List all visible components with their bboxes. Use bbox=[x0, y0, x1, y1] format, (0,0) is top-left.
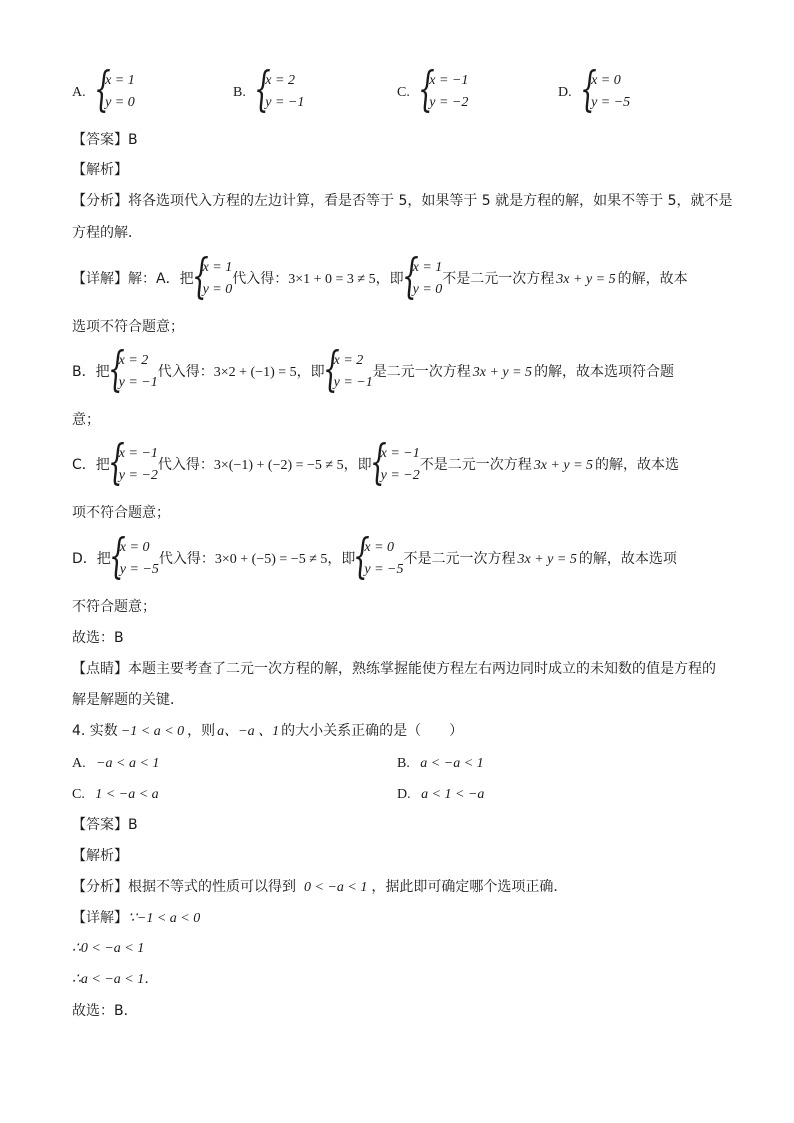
system-row: y = −5 bbox=[364, 562, 404, 577]
option-label: D. bbox=[397, 787, 411, 802]
brace-icon: { bbox=[254, 61, 272, 117]
substitution-text: 代入得： bbox=[232, 271, 289, 287]
stem-text: 的大小关系正确的是（ ） bbox=[281, 723, 464, 739]
system-row: x = 0 bbox=[364, 540, 395, 555]
option-text: −a < a < 1 bbox=[96, 756, 160, 771]
question-number: 4. 实数 bbox=[72, 723, 118, 739]
calculation: 3×(−1) + (−2) = −5 ≠ 5 bbox=[213, 458, 344, 473]
detail-prefix: 【详解】解：A．把 bbox=[72, 271, 194, 287]
detail-prefix: C．把 bbox=[72, 457, 110, 473]
inequality: 0 < −a < 1 bbox=[304, 880, 368, 895]
inequality: ∵−1 < a < 0 bbox=[128, 911, 201, 926]
detail-b-line bbox=[72, 341, 675, 397]
analysis-text: ，据此即可确定哪个选项正确． bbox=[371, 879, 568, 895]
detail-d-cont: 不符合题意； bbox=[72, 599, 156, 615]
brace-icon: { bbox=[580, 61, 597, 117]
system-row: x = −1 bbox=[429, 73, 469, 88]
detail-prefix: B．把 bbox=[72, 364, 110, 380]
equation: 3x + y = 5 bbox=[517, 552, 577, 567]
q4-analysis bbox=[72, 876, 567, 899]
q3-option-c bbox=[397, 61, 469, 117]
conclusion-text: 不是二元一次方程 bbox=[419, 457, 532, 473]
option-label: B. bbox=[233, 85, 246, 100]
conclusion-text: 的解，故本选项符合题 bbox=[534, 364, 675, 380]
system-row: x = 2 bbox=[333, 353, 364, 368]
equation-system bbox=[353, 528, 404, 584]
conclusion-text: 的解，故本选项 bbox=[578, 551, 677, 567]
system-row: x = −1 bbox=[380, 446, 420, 461]
q4-step1: ∴0 < −a < 1 bbox=[72, 941, 145, 956]
brace-icon: { bbox=[369, 434, 387, 490]
system-row: x = 1 bbox=[412, 260, 443, 275]
option-label: B. bbox=[397, 756, 410, 771]
q4-detail bbox=[72, 907, 200, 930]
option-label: A. bbox=[72, 85, 86, 100]
conclusion-text: 不是二元一次方程 bbox=[403, 551, 516, 567]
system-row: y = −2 bbox=[429, 95, 469, 110]
system-row: y = −2 bbox=[118, 468, 158, 483]
q3-dianjing-line2: 解是解题的关键． bbox=[72, 692, 184, 708]
brace-icon: { bbox=[322, 341, 340, 397]
stem-text: ，则 bbox=[187, 723, 216, 739]
equation-system bbox=[254, 61, 305, 117]
equation: 3x + y = 5 bbox=[533, 458, 594, 473]
equation-system bbox=[191, 248, 233, 304]
option-text: a < 1 < −a bbox=[421, 787, 485, 802]
system-row: y = 0 bbox=[202, 282, 233, 297]
equation: 3x + y = 5 bbox=[556, 272, 616, 287]
system-row: x = 2 bbox=[265, 73, 295, 88]
substitution-text: 代入得： bbox=[157, 457, 214, 473]
q4-option-c bbox=[72, 783, 159, 806]
brace-icon: { bbox=[108, 528, 126, 584]
brace-icon: { bbox=[418, 61, 436, 117]
q3-option-d bbox=[558, 61, 631, 117]
connector-text: ，即 bbox=[327, 551, 356, 567]
option-text: a < −a < 1 bbox=[420, 756, 484, 771]
detail-prefix: 【详解】 bbox=[72, 910, 128, 926]
equation-system bbox=[580, 61, 631, 117]
q4-answer: 【答案】B bbox=[72, 817, 138, 833]
detail-b-cont: 意； bbox=[72, 412, 100, 428]
detail-c-line bbox=[72, 434, 680, 490]
brace-icon: { bbox=[191, 248, 209, 304]
equation-system bbox=[401, 248, 443, 304]
q4-choose: 故选：B． bbox=[72, 1003, 138, 1019]
analysis-text: 【分析】根据不等式的性质可以得到 bbox=[72, 879, 296, 895]
brace-icon: { bbox=[401, 248, 419, 304]
detail-prefix: D．把 bbox=[72, 551, 111, 567]
system-row: x = 2 bbox=[118, 353, 149, 368]
conclusion-text: 不是二元一次方程 bbox=[442, 271, 555, 287]
q4-option-b bbox=[397, 752, 484, 775]
q4-jiexi: 【解析】 bbox=[72, 848, 128, 864]
option-label: D. bbox=[558, 85, 572, 100]
brace-icon: { bbox=[107, 341, 125, 397]
q3-choose: 故选：B bbox=[72, 630, 124, 646]
system-row: x = 0 bbox=[119, 540, 150, 555]
detail-d-line bbox=[72, 528, 677, 584]
conclusion-text: 的解，故本选 bbox=[595, 457, 680, 473]
equation-system bbox=[94, 61, 135, 117]
system-row: x = 1 bbox=[202, 260, 233, 275]
system-row: x = 1 bbox=[105, 73, 135, 88]
q3-option-a bbox=[72, 61, 135, 117]
detail-a-line bbox=[72, 248, 688, 304]
detail-c-cont: 项不符合题意； bbox=[72, 505, 170, 521]
system-row: y = −1 bbox=[265, 95, 305, 110]
detail-a-cont: 选项不符合题意； bbox=[72, 319, 184, 335]
system-row: y = −2 bbox=[380, 468, 420, 483]
variables: a、−a 、1 bbox=[217, 724, 280, 739]
conclusion-text: 是二元一次方程 bbox=[372, 364, 471, 380]
option-label: A. bbox=[72, 756, 86, 771]
system-row: x = 0 bbox=[591, 73, 621, 88]
q4-step2: ∴a < −a < 1． bbox=[72, 972, 159, 987]
q3-option-b bbox=[233, 61, 305, 117]
brace-icon: { bbox=[353, 528, 371, 584]
system-row: y = −1 bbox=[118, 375, 158, 390]
conclusion-text: 的解，故本 bbox=[617, 271, 688, 287]
calculation: 3×0 + (−5) = −5 ≠ 5 bbox=[214, 552, 328, 567]
system-row: y = −5 bbox=[119, 562, 159, 577]
calculation: 3×2 + (−1) = 5 bbox=[213, 365, 297, 380]
connector-text: ，即 bbox=[375, 271, 404, 287]
q4-stem bbox=[72, 720, 463, 743]
option-text: 1 < −a < a bbox=[95, 787, 159, 802]
q3-dianjing-line1: 【点睛】本题主要考查了二元一次方程的解，熟练掌握能使方程左右两边同时成立的未知数的值是方程的 bbox=[72, 661, 716, 677]
equation: 3x + y = 5 bbox=[472, 365, 533, 380]
equation-system bbox=[369, 434, 420, 490]
equation-system bbox=[108, 528, 159, 584]
option-label: C. bbox=[397, 85, 410, 100]
q4-option-d bbox=[397, 783, 484, 806]
brace-icon: { bbox=[107, 434, 125, 490]
condition: −1 < a < 0 bbox=[120, 724, 185, 739]
system-row: y = 0 bbox=[412, 282, 443, 297]
option-label: C. bbox=[72, 787, 85, 802]
substitution-text: 代入得： bbox=[158, 551, 215, 567]
connector-text: ，即 bbox=[343, 457, 372, 473]
substitution-text: 代入得： bbox=[157, 364, 214, 380]
system-row: y = −5 bbox=[591, 95, 631, 110]
equation-system bbox=[107, 341, 158, 397]
connector-text: ，即 bbox=[296, 364, 325, 380]
calculation: 3×1 + 0 = 3 ≠ 5 bbox=[288, 272, 376, 287]
equation-system bbox=[418, 61, 469, 117]
q3-analysis-line2: 方程的解． bbox=[72, 225, 142, 241]
q3-jiexi: 【解析】 bbox=[72, 162, 128, 178]
brace-icon: { bbox=[94, 61, 111, 117]
q3-analysis-line1: 【分析】将各选项代入方程的左边计算，看是否等于 5，如果等于 5 就是方程的解，如果不等于 5，就不是 bbox=[72, 193, 733, 209]
equation-system bbox=[322, 341, 373, 397]
system-row: x = −1 bbox=[118, 446, 158, 461]
q4-option-a bbox=[72, 752, 159, 775]
system-row: y = 0 bbox=[105, 95, 135, 110]
q3-answer: 【答案】B bbox=[72, 132, 138, 148]
system-row: y = −1 bbox=[333, 375, 373, 390]
equation-system bbox=[107, 434, 158, 490]
